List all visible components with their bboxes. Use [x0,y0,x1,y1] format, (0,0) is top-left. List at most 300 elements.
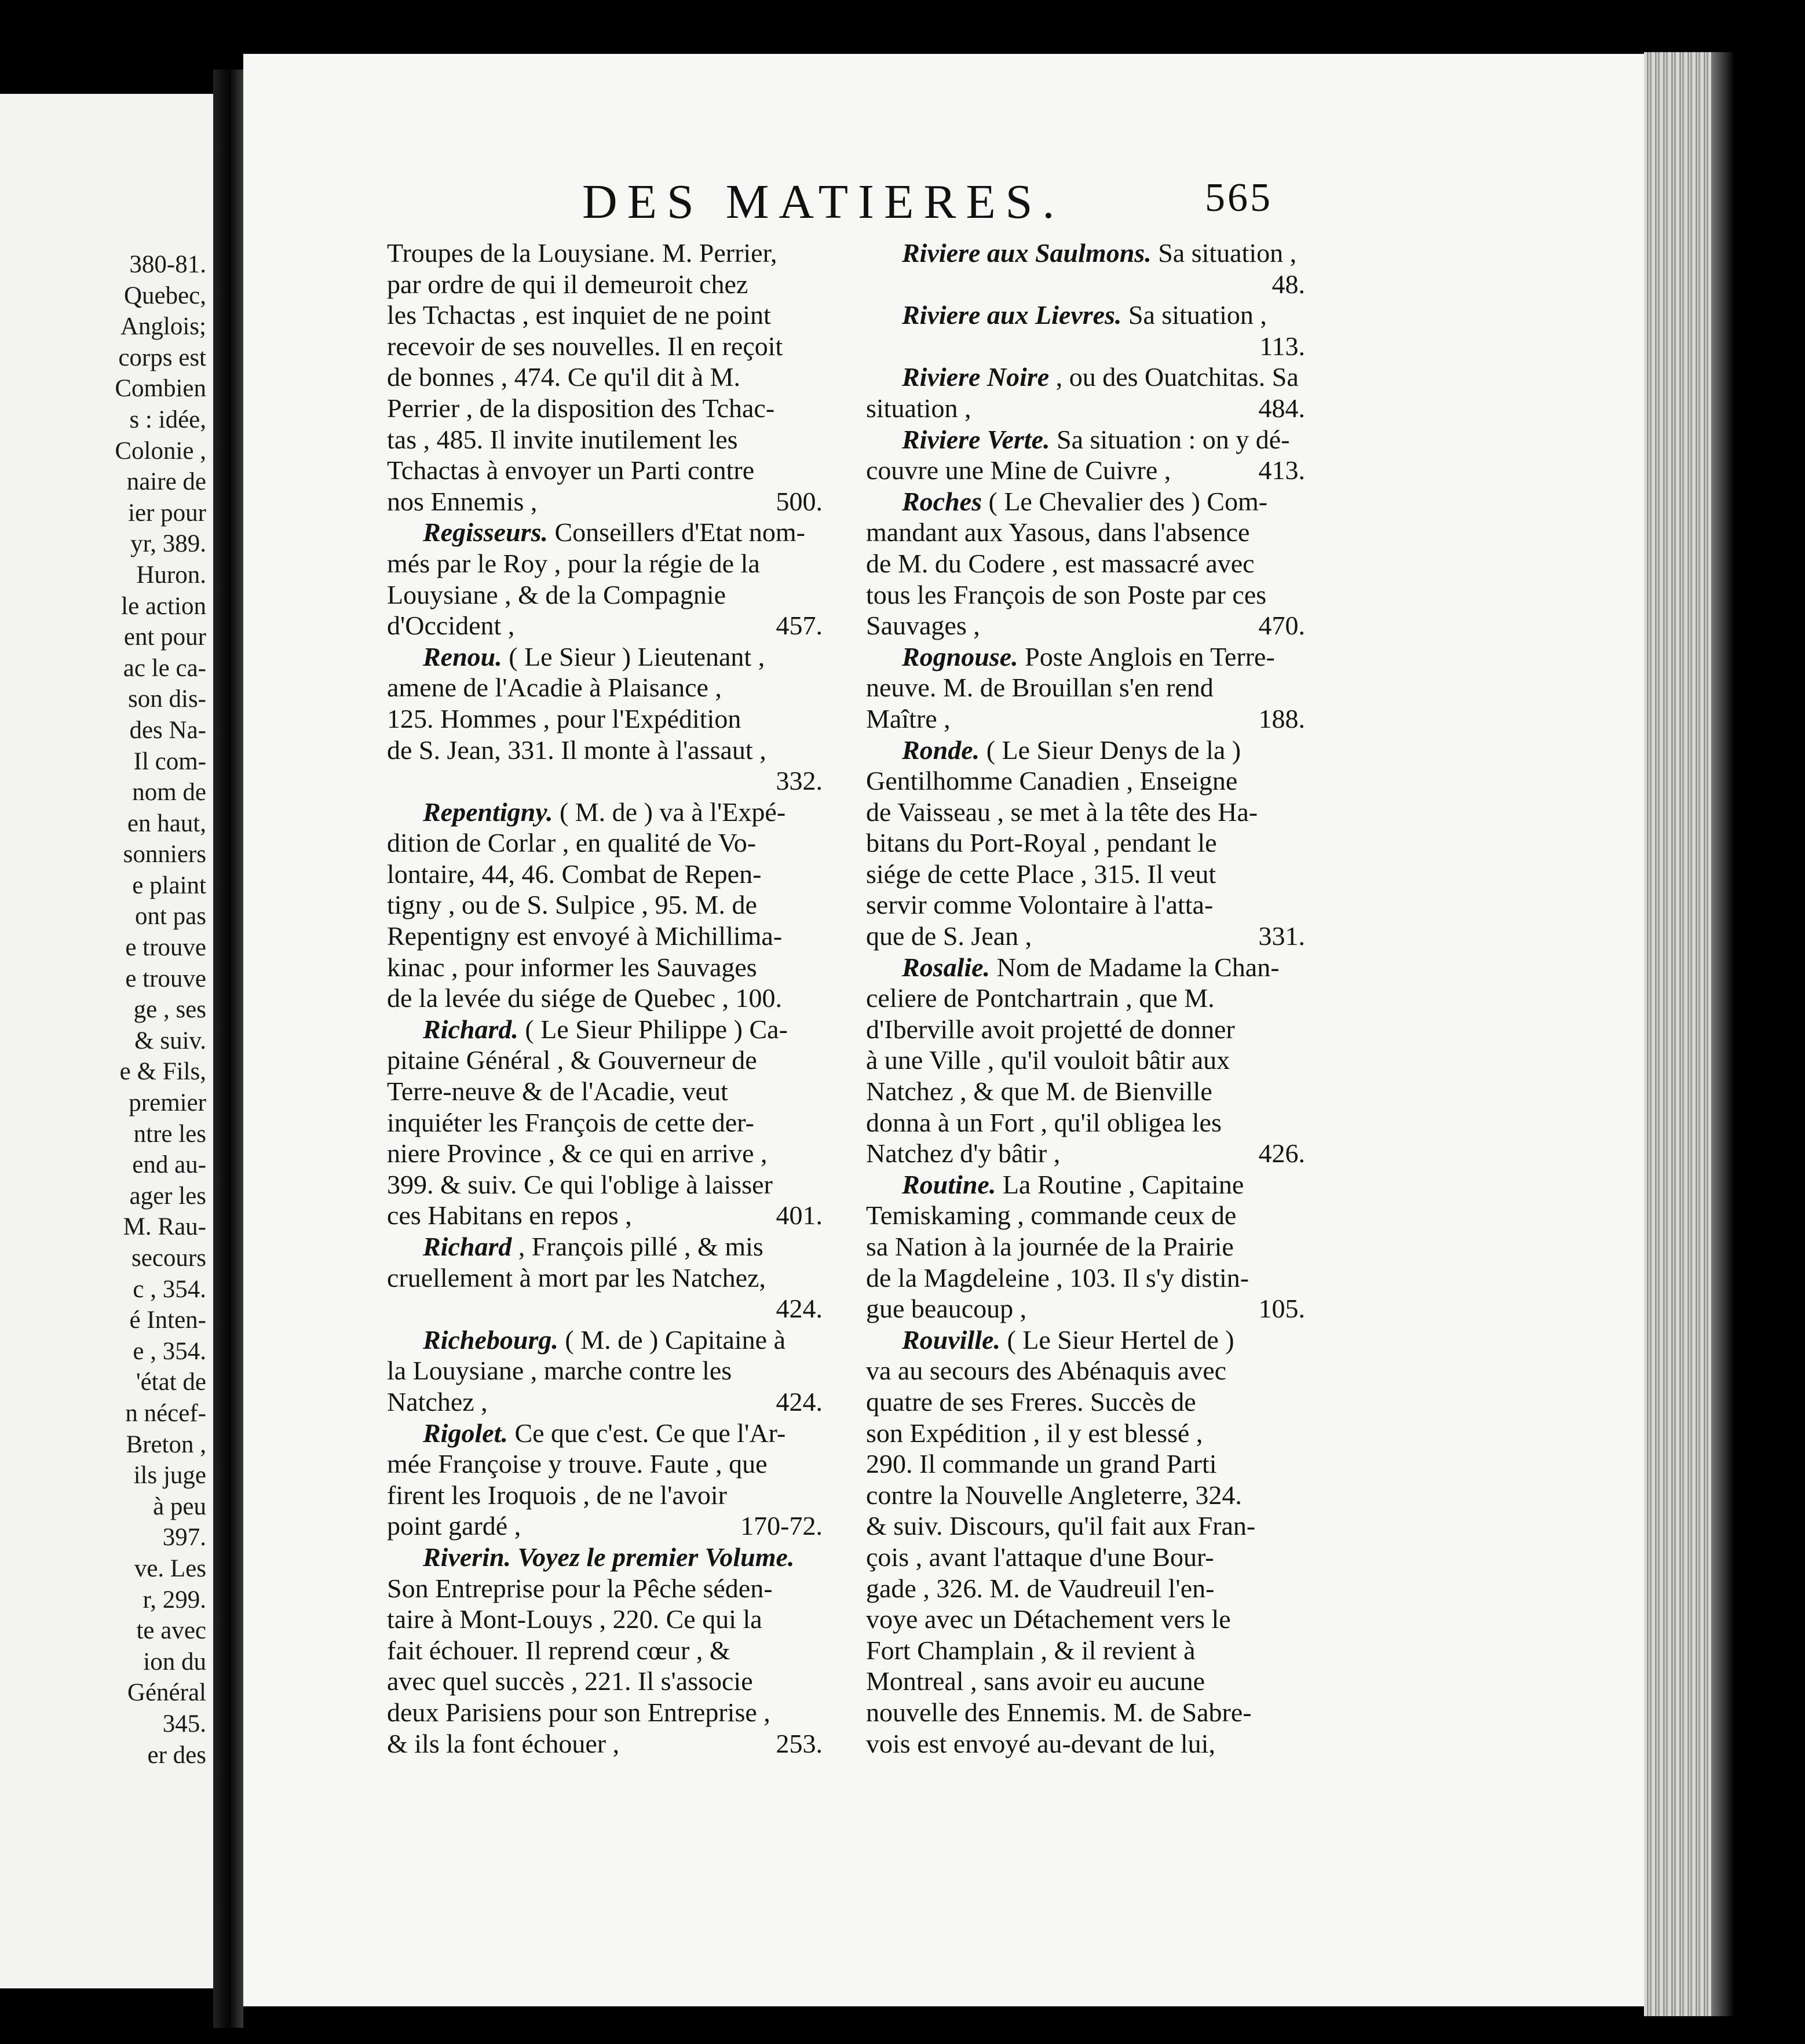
index-text: Natchez , [387,1386,488,1417]
index-line [866,269,1305,300]
index-line [866,1418,1305,1449]
index-line-text [866,548,1255,579]
index-line-text [866,1480,1242,1511]
index-text: que de S. Jean , [866,921,1032,951]
index-headword: Ronde. [902,735,980,765]
index-line-text [866,1293,1026,1324]
index-line [866,1076,1305,1107]
index-line-text [866,921,1032,952]
page-reference: 170-72. [740,1511,823,1541]
index-line [387,1231,823,1262]
left-page-line: premier [129,1089,206,1117]
index-headword: Richard [423,1232,512,1261]
left-page-line: ager les [129,1182,206,1210]
left-page-line: 'état de [136,1368,206,1396]
index-text: ( Le Sieur Denys de la ) [980,735,1241,765]
index-line [387,1510,823,1542]
index-text: , François pillé , & mis [511,1232,763,1261]
index-line [866,1045,1305,1076]
index-headword: Riviere Noire [902,362,1050,392]
index-line [387,1262,823,1294]
index-line-text [866,1231,1234,1262]
index-text: , ou des Ouatchitas. Sa [1049,362,1299,392]
index-line-text [387,300,771,331]
index-line [866,952,1305,983]
left-page-line: Anglois; [120,313,206,341]
left-page-line: Breton , [126,1430,206,1458]
index-line-text [866,1635,1196,1666]
page-reference: 332. [776,766,823,796]
left-page-line: Quebec, [123,282,206,309]
left-page-line: ent pour [123,623,206,651]
index-line-text [423,797,785,828]
index-text: Sa situation : on y dé- [1050,424,1290,454]
index-line-text [387,393,774,424]
index-line [387,672,823,703]
index-line-text [423,641,765,673]
index-line-text [866,703,951,735]
index-text: couvre une Mine de Cuivre , [866,455,1171,486]
index-text: Terre-neuve & de l'Acadie, veut [387,1076,728,1107]
index-line-text [866,1697,1252,1728]
index-line-text [387,1386,488,1418]
index-line [387,238,823,269]
index-line-text [387,331,783,362]
index-text: vois est envoyé au-devant de lui, [866,1728,1215,1758]
index-text: firent les Iroquois , de ne l'avoir [387,1480,727,1510]
index-line [387,1169,823,1200]
page-reference: 424. [776,1386,823,1417]
index-line [866,1200,1305,1231]
index-line-text [866,1262,1249,1294]
index-line [866,579,1305,611]
index-line-text [866,1448,1217,1480]
index-line-text [866,1573,1214,1604]
page-edges [1644,52,1711,2016]
index-line [866,735,1305,766]
index-line-text [387,672,722,703]
page-reference: 426. [1258,1138,1305,1169]
index-line-text [387,1200,632,1231]
index-headword: Rigolet. [423,1418,508,1448]
index-headword: Riverin. Voyez le premier Volume. [423,1542,795,1572]
index-line-text [866,1014,1235,1045]
index-line-text [387,1262,766,1294]
index-line-text [423,1324,785,1356]
index-line [866,1262,1305,1294]
page-reference: 253. [776,1728,823,1758]
index-line-text [387,238,777,269]
page-reference: 401. [776,1200,823,1231]
index-text: mandant aux Yasous, dans l'absence [866,517,1250,548]
index-line [866,1324,1305,1356]
index-line [866,393,1305,424]
index-line-text [387,1604,762,1635]
index-line [866,1231,1305,1262]
index-line [387,1200,823,1231]
index-line-text [423,1418,785,1449]
index-text: 290. Il commande un grand Parti [866,1449,1217,1479]
index-line-text [866,393,971,424]
index-headword: Richebourg. [423,1324,558,1355]
index-line [866,1138,1305,1169]
index-line [866,424,1305,455]
index-text: Poste Anglois en Terre- [1018,641,1275,671]
index-text: ( M. de ) va à l'Expé- [553,797,786,827]
left-page-line: c , 354. [133,1275,206,1303]
index-text: point gardé , [387,1511,521,1541]
left-page-line: r, 299. [142,1586,206,1614]
index-text: donna à un Fort , qu'il obligea les [866,1107,1222,1137]
index-line [387,1138,823,1169]
index-line [387,393,823,424]
left-page-line: end au- [132,1151,206,1179]
index-line [866,797,1305,828]
index-headword: Richard. [423,1014,518,1044]
index-line-text [387,921,782,952]
index-line [866,641,1305,673]
index-line [387,1697,823,1728]
index-line-text [387,1510,521,1542]
index-text: ces Habitans en repos , [387,1200,632,1231]
index-line-text [387,1666,753,1697]
left-page-line: te avec [136,1617,206,1645]
index-text: va au secours des Abénaquis avec [866,1356,1227,1386]
index-line [387,1324,823,1356]
index-line-text [387,1169,773,1200]
index-headword: Riviere Verte. [902,424,1050,454]
index-line-text [866,672,1214,703]
index-line-text [866,1666,1205,1697]
index-text: 399. & suiv. Ce qui l'oblige à laisser [387,1169,773,1199]
left-page-line: er des [147,1741,206,1769]
index-text: més par le Roy , pour la régie de la [387,548,760,578]
index-line [866,983,1305,1014]
index-line-text [387,1138,768,1169]
index-text: Son Entreprise pour la Pêche séden- [387,1573,773,1603]
index-text: la Louysiane , marche contre les [387,1356,732,1386]
left-page-line: e trouve [125,934,206,962]
index-text: cruellement à mort par les Natchez, [387,1262,766,1293]
index-text: Sa situation , [1151,238,1297,268]
page-reference: 113. [1259,331,1305,361]
index-line [866,1666,1305,1697]
index-line [387,1573,823,1604]
index-line-text [387,889,757,921]
index-text: Temiskaming , commande ceux de [866,1200,1237,1231]
left-page-line: ge , ses [133,996,206,1024]
index-text: situation , [866,393,971,423]
index-text: d'Occident , [387,611,515,641]
index-text: sa Nation à la journée de la Prairie [866,1232,1234,1261]
index-text: quatre de ses Freres. Succès de [866,1386,1196,1417]
index-text: Repentigny est envoyé à Michillima- [387,921,783,951]
index-text: gade , 326. M. de Vaudreuil l'en- [866,1573,1215,1603]
index-line-text [902,362,1299,393]
left-page-line: des Na- [129,716,206,744]
left-page-text [9,249,206,1771]
index-text: tigny , ou de S. Sulpice , 95. M. de [387,890,757,920]
left-page-line: secours [131,1244,206,1272]
index-line-text [866,579,1266,611]
index-line [387,424,823,455]
page-reference: 424. [776,1294,823,1324]
index-line-text [902,486,1267,517]
index-line-text [387,1107,754,1138]
index-line [387,548,823,579]
index-line [866,610,1305,641]
index-line [866,889,1305,921]
index-text: d'Iberville avoit projetté de donner [866,1014,1235,1044]
index-line [387,1604,823,1635]
index-text: ( Le Sieur Hertel de ) [1000,1324,1234,1355]
index-line-text [866,1604,1231,1635]
left-page-line: M. Rau- [123,1213,206,1241]
index-line [866,331,1305,362]
index-line-text [866,859,1216,890]
index-line-text [387,1573,773,1604]
index-text: de Vaisseau , se met à la tête des Ha- [866,797,1258,827]
index-line-text [866,1386,1196,1418]
index-text: Montreal , sans avoir eu aucune [866,1666,1205,1696]
index-line [866,1542,1305,1573]
index-line-text [387,1355,732,1386]
index-line [866,921,1305,952]
left-page-line: Combien [115,375,206,403]
index-line [387,517,823,548]
index-line-text [387,548,760,579]
index-text: Louysiane , & de la Compagnie [387,579,726,609]
index-column-right [866,238,1305,1759]
edge-shadow [1711,52,1734,2016]
index-line-text [387,362,740,393]
index-line [866,1604,1305,1635]
index-text: ( Le Sieur ) Lieutenant , [502,641,765,671]
index-text: contre la Nouvelle Angleterre, 324. [866,1480,1242,1510]
index-line-text [387,1697,770,1728]
index-line [866,362,1305,393]
index-text: fait échouer. Il reprend cœur , & [387,1635,730,1665]
index-line-text [423,1542,794,1573]
index-text: mée Françoise y trouve. Faute , que [387,1449,768,1479]
index-text: niere Province , & ce qui en arrive , [387,1138,768,1169]
index-headword: Renou. [423,641,502,671]
index-text: kinac , pour informer les Sauvages [387,952,757,982]
index-text: de la levée du siége de Quebec , 100. [387,983,783,1013]
index-line-text [866,1355,1226,1386]
index-line-text [866,610,980,641]
index-line [387,952,823,983]
index-line [866,517,1305,548]
index-line-text [866,1200,1236,1231]
index-line [387,1293,823,1324]
left-page-line: é Inten- [129,1306,206,1334]
index-line-text [387,1635,730,1666]
index-line [387,1635,823,1666]
index-text: ( Le Sieur Philippe ) Ca- [518,1014,788,1044]
index-line [387,921,823,952]
index-line [387,1480,823,1511]
index-line-text [866,1045,1230,1076]
index-text: Conseillers d'Etat nom- [547,517,805,548]
index-line [866,859,1305,890]
index-text: bitans du Port-Royal , pendant le [866,828,1217,858]
index-line [387,486,823,517]
index-line [387,455,823,486]
index-line-text [387,610,514,641]
index-line-text [902,424,1289,455]
index-column-left [387,238,823,1759]
index-line [866,1573,1305,1604]
index-text: ( Le Chevalier des ) Com- [982,486,1268,516]
index-text: pitaine Général , & Gouverneur de [387,1045,757,1075]
left-page-line: e , 354. [133,1337,206,1365]
left-page-line: ion du [143,1648,206,1676]
left-page-line: Colonie , [115,437,206,465]
index-line [387,859,823,890]
left-page-line: e trouve [125,965,206,992]
index-line [866,1293,1305,1324]
left-page-line: n nécef- [125,1399,206,1427]
left-page-line: ve. Les [134,1554,206,1582]
page-reference: 413. [1258,455,1305,486]
index-line-text [387,735,766,766]
index-text: deux Parisiens pour son Entreprise , [387,1697,770,1727]
index-line-text [387,1448,768,1480]
page-reference: 48. [1271,269,1305,299]
index-line [866,672,1305,703]
index-line [866,455,1305,486]
index-line [387,1418,823,1449]
index-line-text [387,486,537,517]
index-text: Sauvages , [866,611,980,641]
page-reference: 457. [776,611,823,641]
index-line [387,1355,823,1386]
index-line-text [866,827,1217,859]
left-facing-page [0,94,213,1988]
left-page-line: à peu [153,1492,206,1520]
index-line [866,1448,1305,1480]
left-page-line: & suiv. [134,1027,206,1054]
left-page-line: le action [121,592,206,620]
index-line [387,1014,823,1045]
index-line [866,238,1305,269]
left-page-line: s : idée, [129,406,206,433]
index-text: Perrier , de la disposition des Tchac- [387,393,775,423]
index-text: 125. Hommes , pour l'Expédition [387,703,741,733]
index-text: voye avec un Détachement vers le [866,1604,1231,1634]
index-text: de la Magdeleine , 103. Il s'y distin- [866,1262,1249,1293]
left-page-line: e & Fils, [119,1058,206,1086]
index-line-text [387,424,738,455]
index-line-text [423,1014,788,1045]
index-line [866,300,1305,331]
index-line [387,983,823,1014]
index-line-text [866,765,1237,797]
index-text: & suiv. Discours, qu'il fait aux Fran- [866,1511,1256,1541]
page-reference: 188. [1258,703,1305,733]
index-text: taire à Mont-Louys , 220. Ce qui la [387,1604,762,1634]
index-line-text [387,455,754,486]
index-line [866,486,1305,517]
index-line [387,362,823,393]
index-headword: Roches [902,486,982,516]
index-line [866,827,1305,859]
index-text: tous les François de son Poste par ces [866,579,1267,609]
index-line [387,331,823,362]
index-line [866,1635,1305,1666]
index-line-text [387,1728,619,1760]
page-reference: 105. [1258,1294,1305,1324]
index-line [866,1169,1305,1200]
left-page-line: Général [127,1679,206,1707]
index-line-text [387,1480,727,1511]
index-text: nouvelle des Ennemis. M. de Sabre- [866,1697,1252,1727]
left-page-line: naire de [126,468,206,496]
index-headword: Riviere aux Saulmons. [902,238,1152,268]
page-number: 565 [1205,176,1273,220]
index-line-text [423,517,805,548]
left-page-line: e plaint [132,871,206,899]
index-text: de S. Jean, 331. Il monte à l'assaut , [387,735,766,765]
index-text: neuve. M. de Brouillan s'en rend [866,673,1214,703]
index-headword: Routine. [902,1169,996,1199]
index-line-text [866,517,1249,548]
index-line [387,1666,823,1697]
book-gutter [213,70,243,2028]
index-line-text [387,827,756,859]
index-text: Sa situation , [1121,300,1267,330]
index-line [387,765,823,797]
index-text: Natchez d'y bâtir , [866,1138,1061,1169]
left-page-line: Il com- [133,747,206,775]
index-text: Troupes de la Louysiane. M. Perrier, [387,238,777,268]
index-text: Fort Champlain , & il revient à [866,1635,1196,1665]
index-line [387,1076,823,1107]
index-line [387,827,823,859]
index-line [387,1448,823,1480]
left-page-line: ils juge [133,1462,206,1490]
index-text: Tchactas à envoyer un Parti contre [387,455,755,486]
index-line [387,1107,823,1138]
index-line [387,1386,823,1418]
index-text: de M. du Codere , est massacré avec [866,548,1255,578]
index-text: par ordre de qui il demeuroit chez [387,269,748,299]
index-headword: Repentigny. [423,797,553,827]
index-line-text [387,859,761,890]
left-page-line: ont pas [134,903,206,930]
page-reference: 470. [1258,611,1305,641]
index-line-text [866,1728,1215,1760]
index-text: amene de l'Acadie à Plaisance , [387,673,722,703]
page-reference: 484. [1258,393,1305,423]
index-line-text [866,797,1258,828]
index-line-text [866,1138,1060,1169]
index-line-text [866,455,1171,486]
left-page-line: sonniers [123,841,206,868]
index-line-text [902,952,1280,983]
index-text: & ils la font échouer , [387,1728,620,1758]
index-line-text [902,238,1296,269]
index-line-text [866,983,1215,1014]
left-page-line: yr, 389. [130,530,206,558]
running-head: DES MATIERES. [582,175,1065,229]
left-page-line: ac le ca- [123,654,206,682]
left-page-line: ier pour [128,499,206,527]
index-line-text [387,1076,728,1107]
index-line-text [902,300,1267,331]
index-headword: Riviere aux Lievres. [902,300,1122,330]
